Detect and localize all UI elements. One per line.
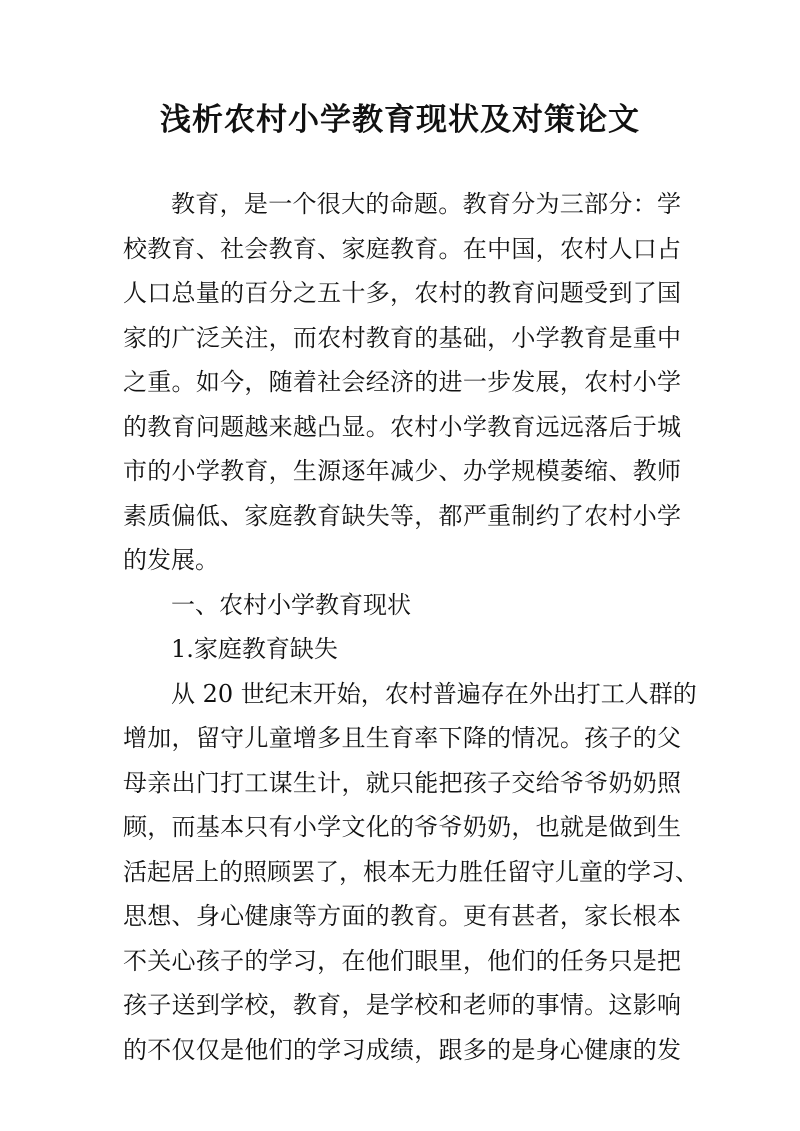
paragraph-line: 家的广泛关注，而农村教育的基础，小学教育是重中 — [123, 323, 681, 352]
paragraph-line: 的发展。 — [123, 546, 219, 574]
paragraph-line: 之重。如今，随着社会经济的进一步发展，农村小学 — [123, 368, 681, 396]
document-body — [123, 182, 699, 1072]
paragraph-line: 人口总量的百分之五十多，农村的教育问题受到了国 — [123, 279, 681, 307]
paragraph-line: 的教育问题越来越凸显。农村小学教育远远落后于城 — [123, 412, 681, 441]
section-heading: 一、农村小学教育现状 — [171, 590, 411, 619]
paragraph-line: 不关心孩子的学习，在他们眼里，他们的任务只是把 — [123, 946, 681, 975]
subsection-heading: 1.家庭教育缺失 — [171, 635, 338, 663]
paragraph-line: 教育，是一个很大的命题。教育分为三部分：学 — [171, 190, 681, 218]
paragraph-line: 的不仅仅是他们的学习成绩，跟多的是身心健康的发 — [123, 1035, 681, 1064]
paragraph-line: 从 20 世纪末开始，农村普遍存在外出打工人群的 — [171, 679, 697, 708]
paragraph-line: 顾，而基本只有小学文化的爷爷奶奶，也就是做到生 — [123, 813, 681, 841]
paragraph-line: 市的小学教育，生源逐年减少、办学规模萎缩、教师 — [123, 457, 681, 485]
document-title: 浅析农村小学教育现状及对策论文 — [160, 102, 640, 138]
paragraph-line: 母亲出门打工谋生计，就只能把孩子交给爷爷奶奶照 — [123, 768, 681, 797]
paragraph-line: 思想、身心健康等方面的教育。更有甚者，家长根本 — [123, 902, 681, 930]
paragraph-line: 活起居上的照顾罢了，根本无力胜任留守儿童的学习、 — [123, 857, 699, 886]
paragraph-line: 增加，留守儿童增多且生育率下降的情况。孩子的父 — [123, 724, 681, 752]
paragraph-line: 素质偏低、家庭教育缺失等，都严重制约了农村小学 — [123, 501, 681, 530]
paragraph-line: 校教育、社会教育、家庭教育。在中国，农村人口占 — [123, 234, 681, 263]
paragraph-line: 孩子送到学校，教育，是学校和老师的事情。这影响 — [123, 991, 681, 1019]
